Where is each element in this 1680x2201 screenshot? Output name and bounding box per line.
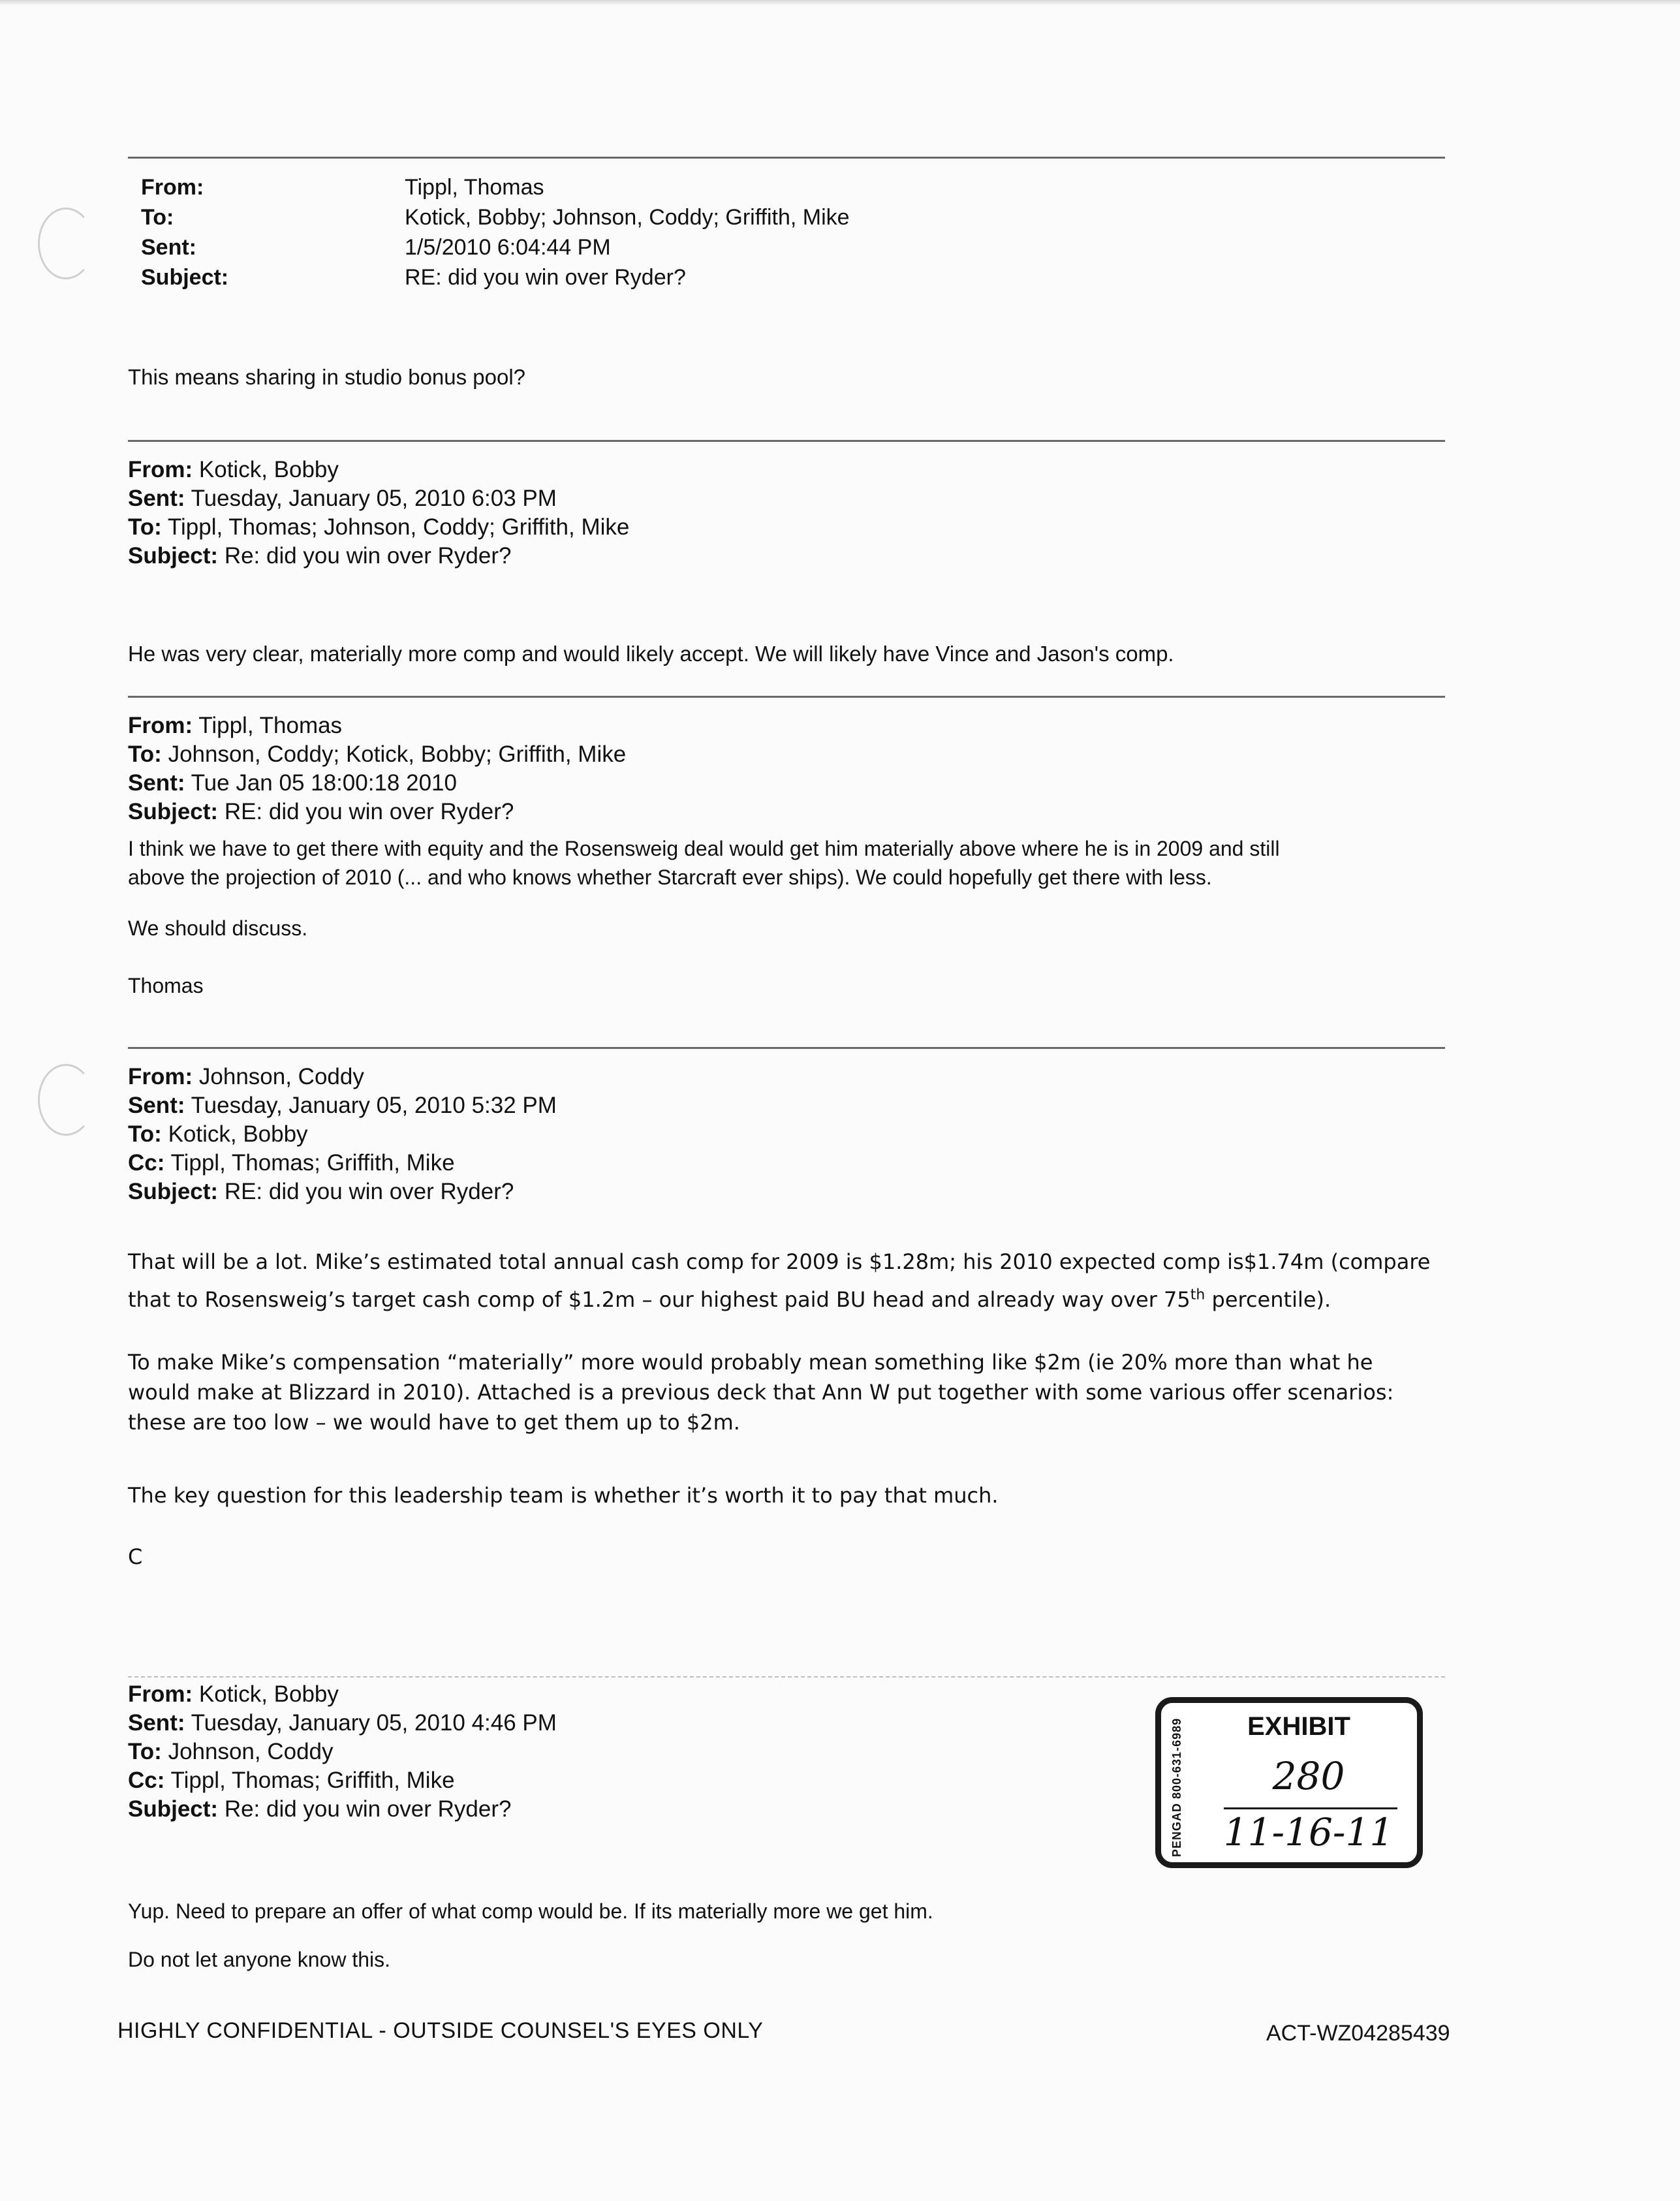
separator-line [128, 696, 1445, 698]
email-header [128, 456, 629, 570]
sent-value: Tue Jan 05 18:00:18 2010 [191, 770, 457, 796]
separator-line [128, 1047, 1445, 1049]
cc-label: Cc: [128, 1150, 165, 1176]
email-header [141, 172, 850, 292]
email-header [128, 711, 626, 826]
subject-label: Subject: [128, 799, 219, 824]
stamp-title: EXHIBIT [1247, 1712, 1350, 1741]
exhibit-date: 11-16-11 [1223, 1810, 1394, 1854]
from-label: From: [128, 457, 193, 482]
body-text: that to Rosensweig’s target cash comp of $1.2m – our highest paid BU head and already way over 75 [128, 1287, 1190, 1312]
to-label: To: [128, 741, 162, 767]
sent-label: Sent: [141, 235, 196, 260]
separator-line [128, 157, 1445, 159]
from-value: Tippl, Thomas [198, 713, 343, 738]
email-body-paragraph: The key question for this leadership team is whether it’s worth it to pay that much. [128, 1483, 999, 1508]
subject-value: RE: did you win over Ryder? [224, 799, 514, 824]
body-text: percentile). [1205, 1287, 1331, 1312]
email-body [128, 834, 1280, 892]
to-value: Tippl, Thomas; Johnson, Coddy; Griffith, Mike [167, 514, 630, 540]
bates-number: ACT-WZ04285439 [1266, 2021, 1450, 2046]
exhibit-number: 280 [1272, 1754, 1345, 1798]
from-value: Tippl, Thomas [405, 175, 544, 200]
subject-label: Subject: [128, 1179, 219, 1204]
subject-value: RE: did you win over Ryder? [224, 1179, 514, 1204]
cc-value: Tippl, Thomas; Griffith, Mike [170, 1768, 455, 1793]
to-value: Kotick, Bobby; Johnson, Coddy; Griffith, Mike [405, 205, 850, 230]
separator-line [128, 1676, 1445, 1678]
scan-edge [0, 0, 1680, 5]
to-label: To: [128, 514, 162, 540]
cc-label: Cc: [128, 1768, 165, 1793]
from-label: From: [141, 175, 204, 200]
email-body-paragraph [128, 1347, 1393, 1437]
superscript: th [1190, 1287, 1206, 1303]
sent-label: Sent: [128, 1093, 185, 1118]
to-value: Johnson, Coddy; Kotick, Bobby; Griffith, Mike [168, 741, 627, 767]
body-line: these are too low – we would have to get them up to $2m. [128, 1410, 740, 1435]
cc-value: Tippl, Thomas; Griffith, Mike [170, 1150, 455, 1176]
punch-hole [38, 208, 94, 279]
exhibit-stamp [1155, 1697, 1423, 1868]
sent-label: Sent: [128, 1710, 185, 1736]
signature: Thomas [128, 974, 204, 997]
email-body: Yup. Need to prepare an offer of what comp would be. If its materially more we get him. [128, 1899, 933, 1923]
email-body: Do not let anyone know this. [128, 1948, 391, 1971]
confidentiality-notice: HIGHLY CONFIDENTIAL - OUTSIDE COUNSEL'S EYES ONLY [117, 2018, 764, 2043]
email-body: He was very clear, materially more comp and would likely accept. We will likely have Vince and Jason's comp. [128, 642, 1174, 666]
subject-value: Re: did you win over Ryder? [224, 543, 512, 569]
subject-value: Re: did you win over Ryder? [224, 1796, 512, 1822]
to-label: To: [128, 1739, 162, 1764]
from-value: Kotick, Bobby [198, 457, 339, 482]
from-label: From: [128, 1064, 193, 1089]
punch-hole [38, 1064, 94, 1136]
body-line [128, 1281, 1430, 1319]
email-header [128, 1063, 557, 1206]
body-line: would make at Blizzard in 2010). Attached is a previous deck that Ann W put together with some various offer scenarios: [128, 1380, 1394, 1405]
to-label: To: [128, 1121, 162, 1147]
sent-value: Tuesday, January 05, 2010 4:46 PM [191, 1710, 557, 1736]
sent-label: Sent: [128, 770, 185, 796]
subject-value: RE: did you win over Ryder? [405, 265, 686, 290]
separator-line [128, 440, 1445, 442]
subject-label: Subject: [128, 543, 219, 569]
subject-label: Subject: [141, 265, 229, 290]
to-label: To: [141, 205, 174, 230]
from-label: From: [128, 1681, 193, 1707]
email-body: This means sharing in studio bonus pool? [128, 365, 526, 389]
sent-label: Sent: [128, 486, 185, 511]
stamp-divider [1224, 1807, 1397, 1809]
stamp-vendor: PENGAD 800-631-6989 [1170, 1717, 1183, 1857]
body-line: We should discuss. [128, 916, 308, 940]
to-value: Kotick, Bobby [168, 1121, 308, 1147]
email-body-paragraph [128, 1243, 1430, 1319]
sent-value: 1/5/2010 6:04:44 PM [405, 235, 611, 260]
body-line: I think we have to get there with equity and the Rosensweig deal would get him materially above where he is in 2009 and still [128, 837, 1280, 860]
sent-value: Tuesday, January 05, 2010 5:32 PM [191, 1093, 557, 1118]
body-line: above the projection of 2010 (... and who knows whether Starcraft ever ships). We could hopefully get there with less. [128, 866, 1212, 889]
body-line: That will be a lot. Mike’s estimated total annual cash comp for 2009 is $1.28m; his 2010 expected comp is$1.74m (compare [128, 1249, 1431, 1274]
from-label: From: [128, 713, 193, 738]
sent-value: Tuesday, January 05, 2010 6:03 PM [191, 486, 557, 511]
to-value: Johnson, Coddy [168, 1739, 334, 1764]
from-value: Johnson, Coddy [198, 1064, 364, 1089]
signature: C [128, 1544, 143, 1569]
body-line: To make Mike’s compensation “materially” more would probably mean something like $2m (ie 20% more than what he [128, 1350, 1373, 1375]
subject-label: Subject: [128, 1796, 219, 1822]
email-header [128, 1680, 557, 1824]
from-value: Kotick, Bobby [198, 1681, 339, 1707]
